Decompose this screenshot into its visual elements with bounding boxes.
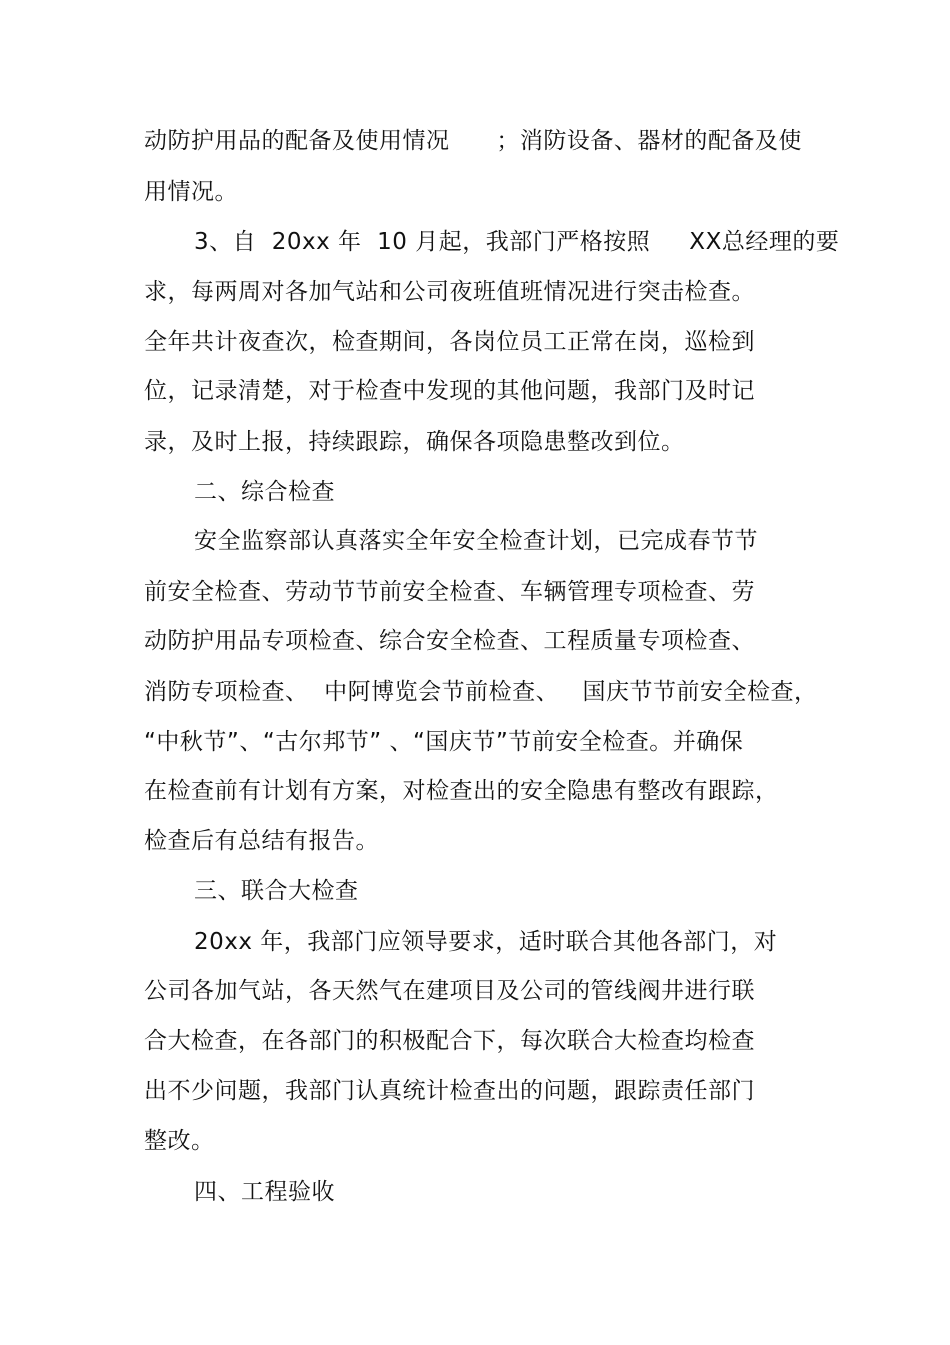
- paragraph-line: 检查后有总结有报告。: [144, 828, 379, 854]
- paragraph-line: 消防专项检查、 中阿博览会节前检查、 国庆节节前安全检查，: [144, 679, 818, 705]
- paragraph-line: 录，及时上报，持续跟踪，确保各项隐患整改到位。: [144, 429, 685, 455]
- section-heading: 三、联合大检查: [194, 878, 359, 904]
- paragraph-line: 安全监察部认真落实全年安全检查计划，已完成春节节: [194, 528, 758, 554]
- paragraph-line: 动防护用品的配备及使用情况 ；消防设备、器材的配备及使: [144, 128, 802, 154]
- paragraph-line: 公司各加气站，各天然气在建项目及公司的管线阀井进行联: [144, 978, 755, 1004]
- paragraph-line: 用情况。: [144, 179, 238, 205]
- paragraph-line: 20xx 年，我部门应领导要求，适时联合其他各部门，对: [194, 929, 778, 955]
- paragraph-line: 前安全检查、劳动节节前安全检查、车辆管理专项检查、劳: [144, 579, 755, 605]
- paragraph-line: 动防护用品专项检查、综合安全检查、工程质量专项检查、: [144, 628, 755, 654]
- paragraph-line: 在检查前有计划有方案，对检查出的安全隐患有整改有跟踪，: [144, 778, 779, 804]
- paragraph-line: 3、自 20xx 年 10 月起，我部门严格按照 XX总经理的要: [194, 229, 840, 255]
- paragraph-line: 求，每两周对各加气站和公司夜班值班情况进行突击检查。: [144, 279, 755, 305]
- paragraph-line: 位，记录清楚，对于检查中发现的其他问题，我部门及时记: [144, 378, 755, 404]
- paragraph-line: 整改。: [144, 1128, 215, 1154]
- paragraph-line: 全年共计夜查次，检查期间，各岗位员工正常在岗，巡检到: [144, 329, 755, 355]
- paragraph-line: 出不少问题，我部门认真统计检查出的问题，跟踪责任部门: [144, 1078, 755, 1104]
- section-heading: 四、工程验收: [194, 1179, 335, 1205]
- paragraph-line: 合大检查，在各部门的积极配合下，每次联合大检查均检查: [144, 1028, 755, 1054]
- section-heading: 二、综合检查: [194, 479, 335, 505]
- paragraph-line: “中秋节”、“古尔邦节” 、“国庆节”节前安全检查。并确保: [144, 729, 744, 755]
